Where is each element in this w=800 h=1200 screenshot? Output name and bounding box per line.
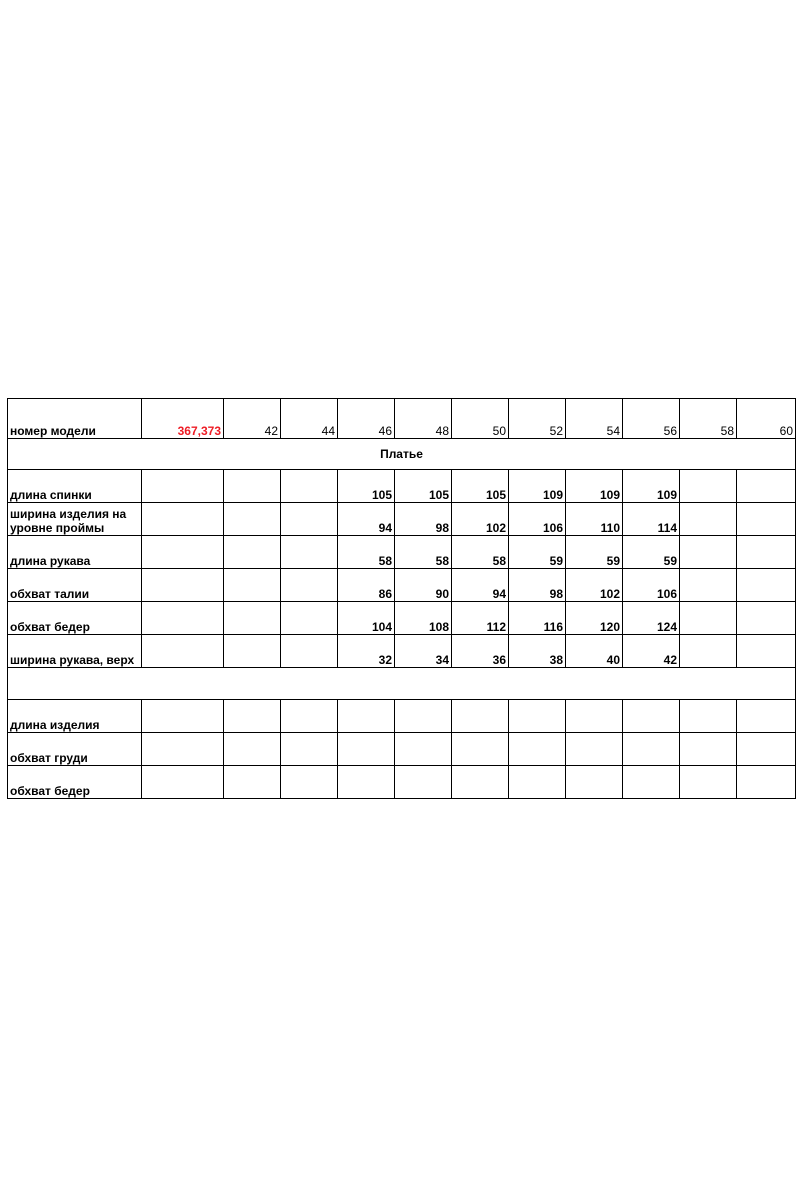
size-header: 60: [737, 399, 796, 439]
measurement-value: [224, 569, 281, 602]
measurement-value: [737, 470, 796, 503]
measurement-value: [509, 733, 566, 766]
measurement-value: [509, 700, 566, 733]
measurement-value: 94: [452, 569, 509, 602]
measurement-value: [737, 635, 796, 668]
measurement-value: [737, 766, 796, 799]
measurement-value: 109: [623, 470, 680, 503]
measurement-value: [680, 635, 737, 668]
measurement-value: [737, 503, 796, 536]
measurement-label: обхват бедер: [8, 602, 142, 635]
measurement-value: [281, 470, 338, 503]
measurement-value: 59: [509, 536, 566, 569]
second-measurement-row: [8, 700, 796, 733]
section-row-dress: [8, 439, 796, 470]
measurement-value: [737, 569, 796, 602]
measurement-value: 114: [623, 503, 680, 536]
measurement-value: [680, 733, 737, 766]
size-header: 48: [395, 399, 452, 439]
size-header: 42: [224, 399, 281, 439]
measurement-value: 108: [395, 602, 452, 635]
model-column-cell: [142, 700, 224, 733]
section-title-second: [8, 668, 796, 700]
measurement-value: 86: [338, 569, 395, 602]
size-header: 52: [509, 399, 566, 439]
measurement-value: [623, 700, 680, 733]
measurement-value: [338, 766, 395, 799]
measurement-value: 32: [338, 635, 395, 668]
measurement-value: [395, 766, 452, 799]
measurement-value: [281, 635, 338, 668]
measurement-value: [566, 766, 623, 799]
measurement-value: [281, 700, 338, 733]
measurement-label: длина изделия: [8, 700, 142, 733]
section-row-second: [8, 668, 796, 700]
model-column-cell: [142, 766, 224, 799]
measurement-value: [680, 470, 737, 503]
measurement-value: 42: [623, 635, 680, 668]
measurement-value: [566, 700, 623, 733]
measurement-label: ширина изделия на уровне проймы: [8, 503, 142, 536]
measurement-value: 94: [338, 503, 395, 536]
measurement-value: [680, 602, 737, 635]
size-header: 50: [452, 399, 509, 439]
measurement-value: 98: [509, 569, 566, 602]
size-header: 44: [281, 399, 338, 439]
model-column-cell: [142, 602, 224, 635]
measurement-label: длина спинки: [8, 470, 142, 503]
measurement-value: [680, 503, 737, 536]
measurement-value: [224, 536, 281, 569]
measurement-value: 90: [395, 569, 452, 602]
measurement-value: 104: [338, 602, 395, 635]
measurement-value: 34: [395, 635, 452, 668]
measurement-value: 105: [452, 470, 509, 503]
measurement-value: [737, 536, 796, 569]
model-column-cell: [142, 569, 224, 602]
measurement-value: 102: [452, 503, 509, 536]
measurement-label: длина рукава: [8, 536, 142, 569]
measurement-label: обхват талии: [8, 569, 142, 602]
measurement-value: [680, 766, 737, 799]
dress-measurement-row: [8, 569, 796, 602]
measurement-label: обхват груди: [8, 733, 142, 766]
measurement-value: [395, 700, 452, 733]
measurement-value: 58: [452, 536, 509, 569]
measurement-value: [452, 700, 509, 733]
measurement-value: 36: [452, 635, 509, 668]
measurement-value: [224, 635, 281, 668]
model-column-cell: [142, 470, 224, 503]
measurement-value: [281, 569, 338, 602]
dress-measurement-row: [8, 503, 796, 536]
measurement-value: [224, 602, 281, 635]
measurement-value: [623, 766, 680, 799]
measurement-value: 124: [623, 602, 680, 635]
model-column-cell: [142, 733, 224, 766]
measurement-value: [281, 766, 338, 799]
size-chart-body: [8, 399, 796, 799]
measurement-value: [224, 733, 281, 766]
measurement-value: [395, 733, 452, 766]
measurement-value: [509, 766, 566, 799]
measurement-value: 112: [452, 602, 509, 635]
measurement-value: 59: [623, 536, 680, 569]
measurement-value: [623, 733, 680, 766]
measurement-value: [224, 700, 281, 733]
measurement-value: [338, 733, 395, 766]
model-column-cell: [142, 536, 224, 569]
measurement-value: 102: [566, 569, 623, 602]
measurement-value: 98: [395, 503, 452, 536]
measurement-value: 106: [509, 503, 566, 536]
measurement-value: 105: [395, 470, 452, 503]
measurement-value: 58: [395, 536, 452, 569]
measurement-value: [737, 733, 796, 766]
model-column-cell: [142, 635, 224, 668]
size-chart-table: [7, 398, 796, 799]
measurement-value: [281, 733, 338, 766]
measurement-value: 116: [509, 602, 566, 635]
measurement-value: [281, 602, 338, 635]
measurement-value: [281, 536, 338, 569]
measurement-value: 109: [566, 470, 623, 503]
measurement-label: ширина рукава, верх: [8, 635, 142, 668]
size-header: 56: [623, 399, 680, 439]
size-header: 46: [338, 399, 395, 439]
model-number-value: 367,373: [142, 399, 224, 439]
measurement-value: [338, 700, 395, 733]
measurement-value: [281, 503, 338, 536]
measurement-value: [224, 503, 281, 536]
size-header: 58: [680, 399, 737, 439]
measurement-value: 120: [566, 602, 623, 635]
measurement-value: 109: [509, 470, 566, 503]
dress-measurement-row: [8, 602, 796, 635]
measurement-value: [224, 470, 281, 503]
measurement-value: [566, 733, 623, 766]
second-measurement-row: [8, 733, 796, 766]
measurement-value: [680, 569, 737, 602]
measurement-value: 105: [338, 470, 395, 503]
section-title-dress: Платье: [8, 439, 796, 470]
measurement-value: 59: [566, 536, 623, 569]
measurement-value: [224, 766, 281, 799]
measurement-value: 110: [566, 503, 623, 536]
second-measurement-row: [8, 766, 796, 799]
measurement-label: обхват бедер: [8, 766, 142, 799]
size-header: 54: [566, 399, 623, 439]
measurement-value: 106: [623, 569, 680, 602]
model-column-cell: [142, 503, 224, 536]
measurement-value: 38: [509, 635, 566, 668]
measurement-value: [680, 700, 737, 733]
measurement-value: [680, 536, 737, 569]
measurement-value: [737, 602, 796, 635]
measurement-value: 40: [566, 635, 623, 668]
measurement-value: [737, 700, 796, 733]
dress-measurement-row: [8, 536, 796, 569]
header-row: [8, 399, 796, 439]
dress-measurement-row: [8, 635, 796, 668]
model-number-label: номер модели: [8, 399, 142, 439]
measurement-value: [452, 766, 509, 799]
measurement-value: [452, 733, 509, 766]
dress-measurement-row: [8, 470, 796, 503]
measurement-value: 58: [338, 536, 395, 569]
